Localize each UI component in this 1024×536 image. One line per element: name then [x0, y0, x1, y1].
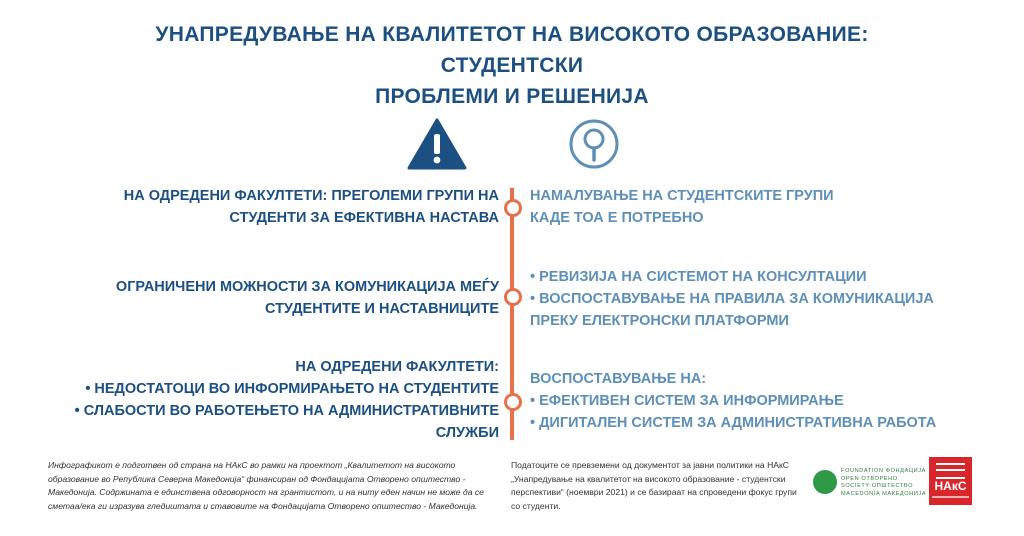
solution-text: ПРЕКУ ЕЛЕКТРОНСКИ ПЛАТФОРМИ [530, 313, 789, 329]
naks-logo-bar [932, 496, 969, 498]
problem-1 [124, 185, 499, 229]
problem-text: • НЕДОСТАТОЦИ ВО ИНФОРМИРАЊЕТО НА СТУДЕНТИТЕ [85, 381, 499, 397]
problem-text: НА ОДРЕДЕНИ ФАКУЛТЕТИ: ПРЕГОЛЕМИ ГРУПИ НА [123, 188, 499, 204]
timeline-dot [504, 288, 522, 306]
solution-text: • РЕВИЗИЈА НА СИСТЕМОТ НА КОНСУЛТАЦИИ [530, 269, 867, 285]
solution-3 [530, 368, 936, 434]
footer-disclaimer: Инфографикот е подготвен од страна на НАкС во рамки на проектот „Квалитетот на високото образование во Република Северна Македонија“ финансиран од Фондацијата Отворено општество - Македонија. Содржината е единствена одговорност на грантистот, и на ниту еден начин не може да се сметаа/ека ги изразува гледиштата и ставовите на Фондацијата Отворено општество - Македонија. [48, 460, 484, 511]
search-icon [568, 118, 620, 170]
timeline-dot [504, 199, 522, 217]
solution-2 [530, 266, 934, 332]
timeline-dot [504, 393, 522, 411]
page-title-line-1: УНАПРЕДУВАЊЕ НА КВАЛИТЕТОТ НА ВИСОКОТО ОБРАЗОВАНИЕ: [155, 23, 869, 46]
warning-icon [407, 118, 467, 170]
solution-text: • ВОСПОСТАВУВАЊЕ НА ПРАВИЛА ЗА КОМУНИКАЦИЈА [530, 291, 934, 307]
problem-text: СТУДЕНТИТЕ И НАСТАВНИЦИТЕ [264, 301, 499, 317]
problem-text: СЛУЖБИ [435, 425, 499, 441]
solution-1 [530, 185, 834, 229]
footer-source: Податоците се превземени од документот за јавни политики на НАкС „Унапредување на квалитетот на високото образование - студентски перспективи“ (ноември 2021) и се базираат на спроведени фокус групи со студенти. [511, 460, 797, 511]
foundation-logo-text: FOUNDATION ФОНДАЦИЈА OPEN ОТВОРЕНО SOCIETY ОПШТЕСТВО MACEDONIA МАКЕДОНИЈА [841, 468, 927, 497]
problem-3 [75, 356, 499, 444]
solution-text: • ЕФЕКТИВЕН СИСТЕМ ЗА ИНФОРМИРАЊЕ [530, 393, 844, 409]
naks-logo-mark [936, 463, 965, 479]
problem-text: СТУДЕНТИ ЗА ЕФЕКТИВНА НАСТАВА [229, 210, 499, 226]
problem-text: ОГРАНИЧЕНИ МОЖНОСТИ ЗА КОМУНИКАЦИЈА МЕЃУ [115, 279, 499, 295]
problem-2 [116, 276, 499, 320]
problem-text: НА ОДРЕДЕНИ ФАКУЛТЕТИ: [295, 359, 499, 375]
foundation-logo-mark [813, 470, 837, 494]
foundation-open-society-logo [813, 468, 927, 498]
solution-text: КАДЕ ТОА Е ПОТРЕБНО [530, 210, 704, 226]
page-title-line-3: ПРОБЛЕМИ И РЕШЕНИЈА [375, 85, 649, 108]
solution-text: ВОСПОСТАВУВАЊЕ НА: [530, 371, 707, 387]
naks-logo-text: НАкС [934, 479, 967, 493]
problem-text: • СЛАБОСТИ ВО РАБОТЕЊЕТО НА АДМИНИСТРАТИВНИТЕ [74, 403, 499, 419]
naks-logo [929, 457, 972, 505]
page-title-line-2: СТУДЕНТСКИ [440, 54, 584, 77]
solution-text: НАМАЛУВАЊЕ НА СТУДЕНТСКИТЕ ГРУПИ [530, 188, 834, 204]
solution-text: • ДИГИТАЛЕН СИСТЕМ ЗА АДМИНИСТРАТИВНА РАБОТА [530, 415, 937, 431]
